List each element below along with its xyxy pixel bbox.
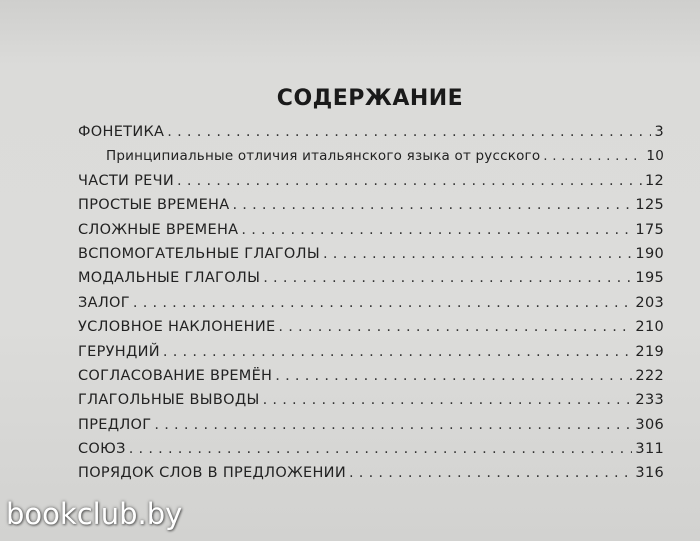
table-of-contents [78,124,664,490]
toc-entry-title: Принципиальные отличия итальянского языка от русского [106,148,541,165]
toc-entry-page: 219 [635,343,664,360]
toc-entry-title: ГЛАГОЛЬНЫЕ ВЫВОДЫ [78,392,260,409]
toc-entry-title: ВСПОМОГАТЕЛЬНЫЕ ГЛАГОЛЫ [78,245,320,262]
toc-leader-dots [232,197,632,213]
toc-entry-title: СОЮЗ [78,441,126,458]
toc-leader-dots [278,319,632,335]
toc-entry [78,270,664,294]
toc-entry-title: УСЛОВНОЕ НАКЛОНЕНИЕ [78,319,276,336]
toc-entry-title: МОДАЛЬНЫЕ ГЛАГОЛЫ [78,270,261,287]
toc-entry-title: ЧАСТИ РЕЧИ [78,172,174,189]
toc-entry [78,295,664,319]
toc-leader-dots [275,368,632,384]
toc-leader-dots [263,270,632,286]
toc-entry-page: 190 [635,245,664,262]
toc-entry [78,465,664,489]
toc-entry-title: ПРЕДЛОГ [78,416,152,433]
site-watermark: bookclub.by [6,497,183,531]
toc-entry-page: 12 [644,172,664,189]
toc-entry-page: 316 [635,465,664,482]
toc-leader-dots [241,222,632,238]
toc-entry-page: 10 [646,148,664,165]
toc-leader-dots [154,417,632,433]
toc-entry [78,392,664,416]
toc-leader-dots [133,295,633,311]
toc-entry [78,124,664,148]
toc-leader-dots [163,344,633,360]
toc-entry [78,319,664,343]
toc-entry-title: ГЕРУНДИЙ [78,343,160,360]
toc-entry [78,368,664,392]
toc-entry [78,222,664,246]
toc-entry-page: 175 [635,221,664,238]
toc-entry [78,246,664,270]
toc-subentry [78,148,664,172]
toc-entry [78,441,664,465]
toc-entry [78,173,664,197]
toc-entry-page: 311 [635,441,664,458]
toc-entry-page: 125 [635,197,664,214]
toc-leader-dots [167,124,651,140]
toc-entry-title: ЗАЛОГ [78,294,130,311]
toc-entry-title: ПОРЯДОК СЛОВ В ПРЕДЛОЖЕНИИ [78,465,346,482]
toc-entry-page: 210 [635,319,664,336]
page-title: СОДЕРЖАНИЕ [276,86,464,111]
toc-entry-page: 195 [635,270,664,287]
toc-entry-page: 203 [635,294,664,311]
toc-entry [78,344,664,368]
toc-leader-dots [323,246,632,262]
toc-entry [78,197,664,221]
toc-leader-dots [263,392,633,408]
toc-entry-page: 306 [635,416,664,433]
toc-entry-title: ФОНЕТИКА [78,124,165,140]
toc-leader-dots [349,465,632,481]
toc-entry [78,417,664,441]
toc-entry-title: СОГЛАСОВАНИЕ ВРЕМЁН [78,367,273,384]
toc-leader-dots [177,173,642,189]
toc-entry-title: ПРОСТЫЕ ВРЕМЕНА [78,197,230,214]
toc-entry-title: СЛОЖНЫЕ ВРЕМЕНА [78,221,239,238]
bleed-through-text [90,42,610,64]
toc-leader-dots [543,148,643,164]
toc-leader-dots [129,441,633,457]
toc-entry-page: 233 [635,392,664,409]
toc-entry-page: 222 [635,367,664,384]
toc-entry-page: 3 [654,124,664,140]
